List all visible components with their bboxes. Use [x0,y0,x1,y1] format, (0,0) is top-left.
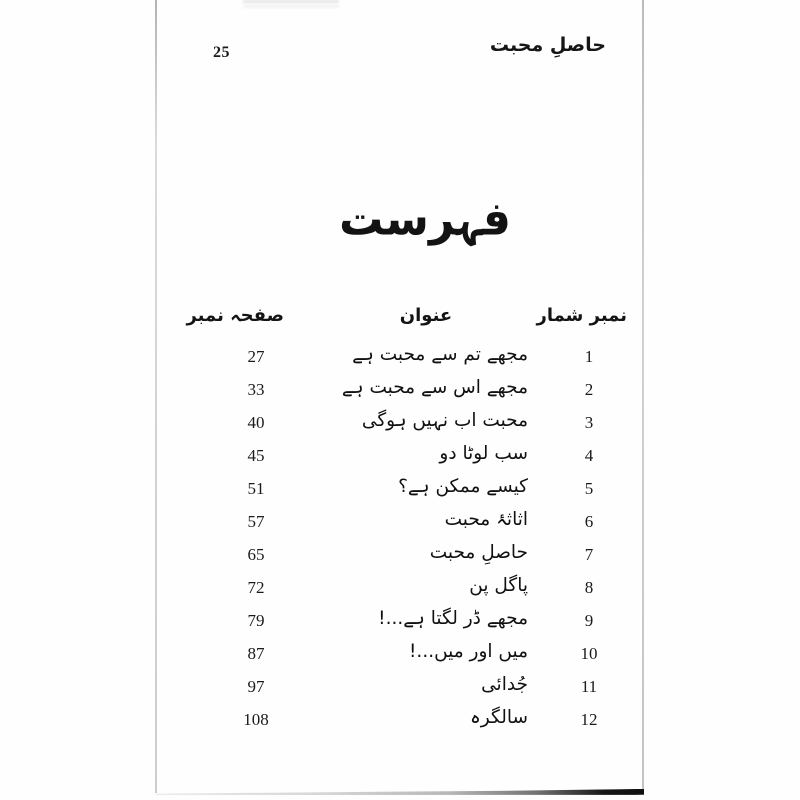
toc-row-serial: 1 [584,347,594,366]
toc-row-page: 40 [247,413,265,432]
toc-rows-container [0,343,800,739]
toc-row-title: مجھے تم سے محبت ہے [352,344,528,365]
toc-row-title: اثاثۂ محبت [444,509,528,530]
toc-row-title: جُدائی [481,674,528,695]
toc-row-title: حاصلِ محبت [429,542,528,563]
toc-row-serial: 3 [584,413,594,432]
toc-row-serial: 9 [584,611,594,630]
running-head-book-title: حاصلِ محبت [489,34,606,56]
toc-row [0,640,800,673]
scan-top-artifact [243,0,339,10]
toc-row-title: سالگرہ [469,707,528,728]
toc-row [0,508,800,541]
toc-row-serial: 2 [584,380,594,399]
page-title-fehrist: فہرست [339,192,511,247]
toc-row [0,607,800,640]
toc-row-title: کیسے ممکن ہے؟ [398,476,528,497]
toc-row-title: محبت اب نہیں ہوگی [361,410,528,431]
toc-row-title: مجھے ڈر لگتا ہے...! [378,608,528,629]
toc-row-serial: 7 [584,545,594,564]
toc-row-page: 108 [243,710,269,729]
toc-row [0,409,800,442]
corner-page-number: 25 [213,44,230,61]
scan-bottom-edge-bar [156,789,644,797]
toc-row-title: میں اور میں...! [409,641,528,662]
toc-row [0,541,800,574]
toc-row-page: 57 [247,512,265,531]
toc-row [0,343,800,376]
toc-row-serial: 11 [580,677,598,696]
column-header-serial-number: نمبر شمار [536,305,627,326]
toc-row [0,673,800,706]
toc-row [0,706,800,739]
toc-row-page: 51 [247,479,265,498]
toc-row-serial: 10 [580,644,598,663]
column-header-title: عنوان [399,305,453,326]
toc-row-serial: 8 [584,578,594,597]
toc-row-serial: 12 [580,710,598,729]
toc-row-page: 45 [247,446,265,465]
toc-row [0,376,800,409]
toc-row-page: 33 [247,380,265,399]
toc-row [0,442,800,475]
toc-row-page: 97 [247,677,265,696]
toc-row [0,574,800,607]
toc-row-title: سب لوٹا دو [439,443,528,464]
toc-row-page: 79 [247,611,265,630]
toc-row-serial: 4 [584,446,594,465]
toc-row-title: پاگل پن [469,575,528,596]
toc-row-serial: 5 [584,479,594,498]
column-header-page-number: صفحہ نمبر [186,305,284,326]
toc-row-page: 27 [247,347,265,366]
toc-row-page: 72 [247,578,265,597]
toc-row [0,475,800,508]
toc-row-title: مجھے اس سے محبت ہے [341,377,528,398]
toc-row-serial: 6 [584,512,594,531]
toc-row-page: 87 [247,644,265,663]
toc-row-page: 65 [247,545,265,564]
